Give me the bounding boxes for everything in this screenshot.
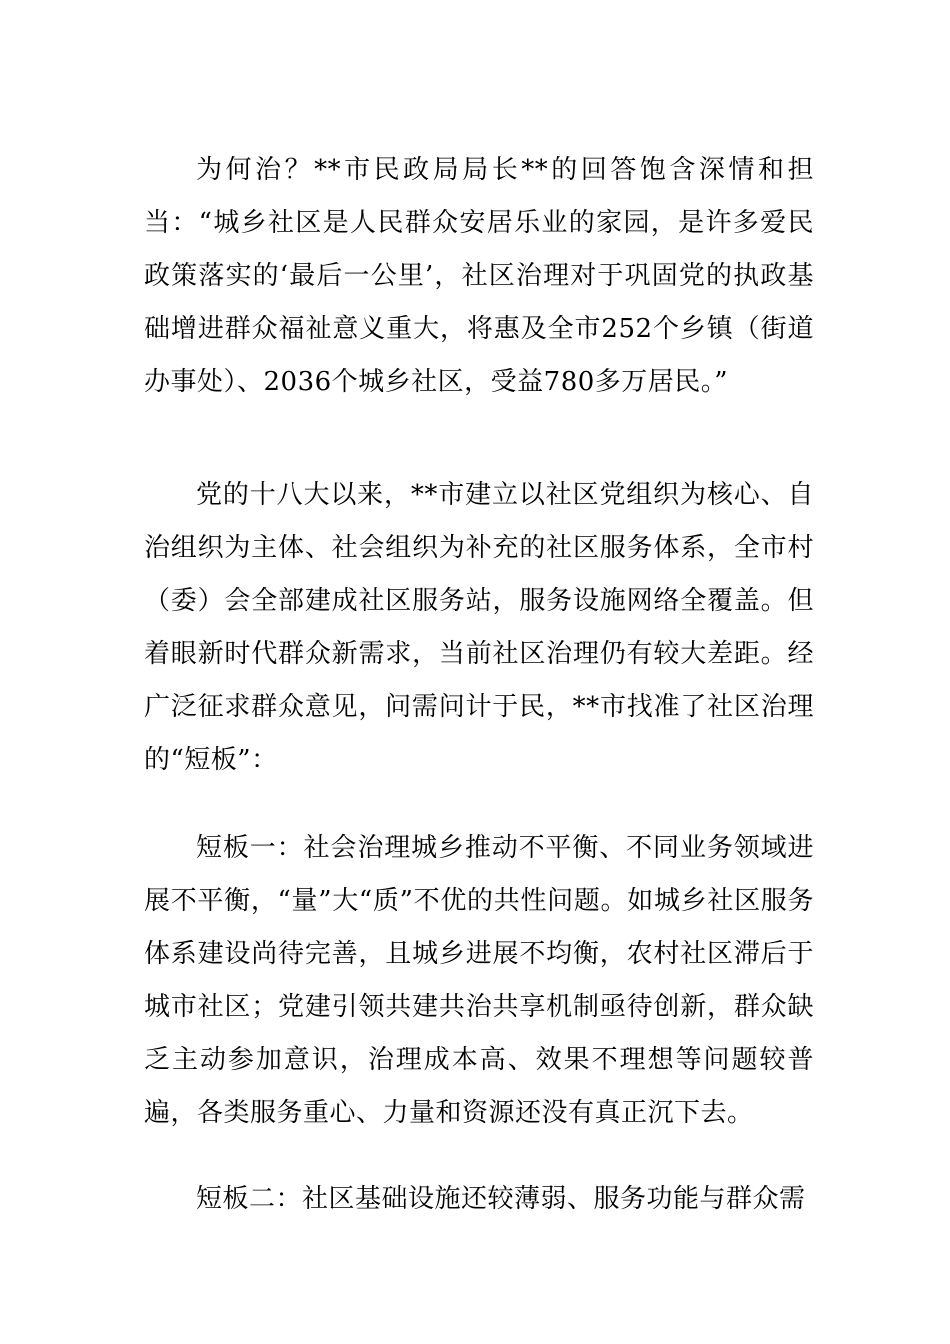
paragraph-shortcoming-one: 短板一：社会治理城乡推动不平衡、不同业务领域进展不平衡，“量”大“质”不优的共性问题。如城乡社区服务体系建设尚待完善，且城乡进展不均衡，农村社区滞后于城市社区；党建引领共建共治共享机制亟待创新，群众缺乏主动参加意识，治理成本高、效果不理想等问题较普遍，各类服务重心、力量和资源还没有真正沉下去。 (144, 833, 814, 1128)
paragraph-since-18th-congress: 党的十八大以来，**市建立以社区党组织为核心、自治组织为主体、社会组织为补充的社区服务体系，全市村（委）会全部建成社区服务站，服务设施网络全覆盖。但着眼新时代群众新需求，当前社区治理仍有较大差距。经广泛征求群众意见，问需问计于民，**市找准了社区治理的“短板”： (144, 480, 814, 775)
paragraph-why-govern: 为何治？**市民政局局长**的回答饱含深情和担当：“城乡社区是人民群众安居乐业的家园，是许多爱民政策落实的‘最后一公里’，社区治理对于巩固党的执政基础增进群众福祉意义重大，将惠及全市252个乡镇（街道办事处）、2036个城乡社区，受益780多万居民。” (144, 155, 814, 397)
paragraph-shortcoming-two: 短板二：社区基础设施还较薄弱、服务功能与群众需 (196, 1184, 806, 1214)
